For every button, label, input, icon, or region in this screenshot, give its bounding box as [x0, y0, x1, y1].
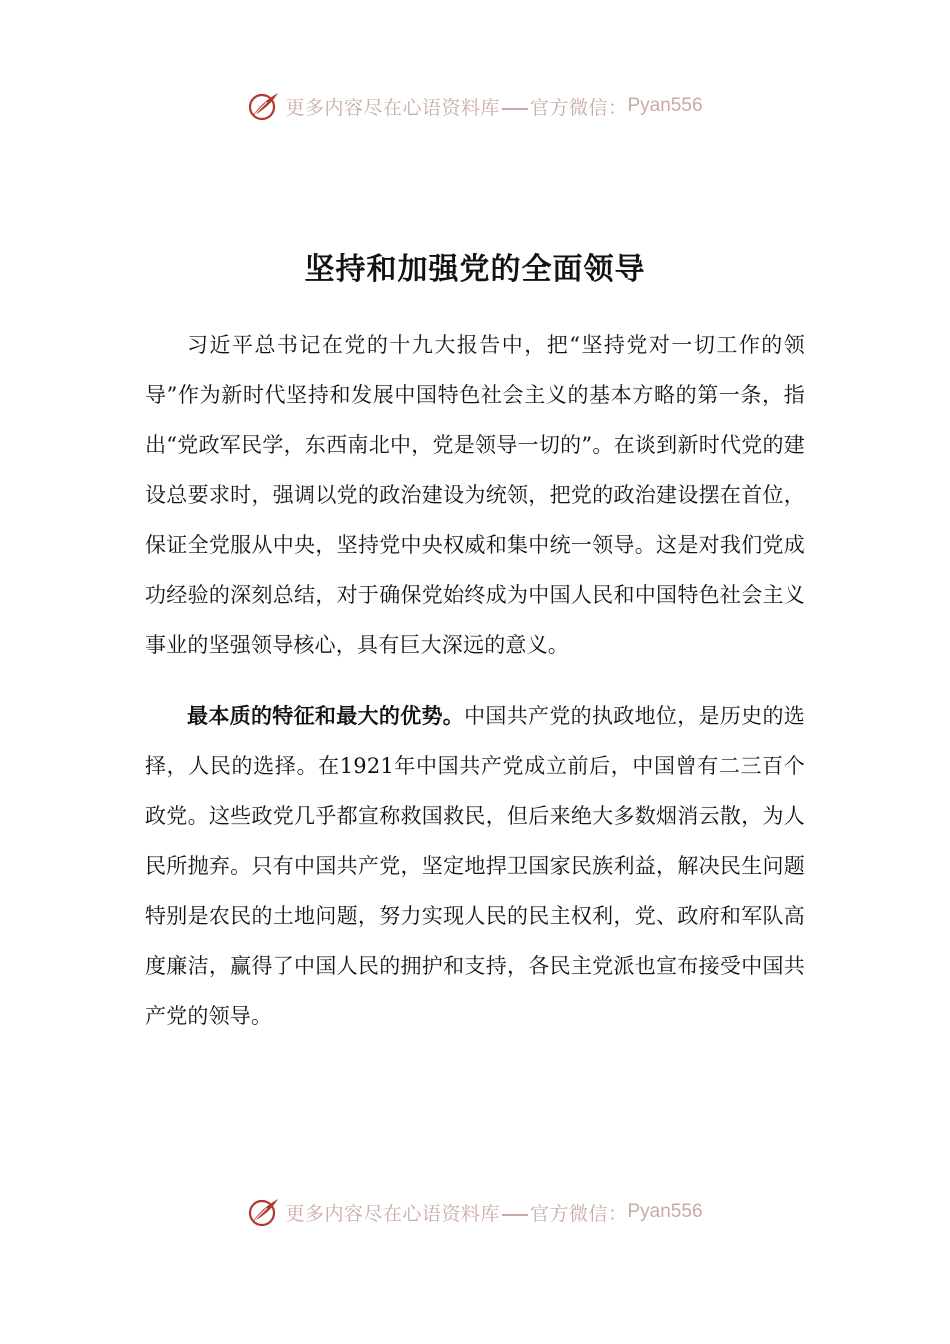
quill-logo-icon: [247, 1195, 281, 1229]
wechat-id: Pyan556: [627, 95, 703, 116]
paragraph-2: [145, 691, 805, 1041]
banner-text: 更多内容尽在心语资料库 官方微信：: [285, 1202, 628, 1225]
banner-text: 更多内容尽在心语资料库 官方微信：: [285, 96, 628, 119]
banner-separator: [502, 108, 528, 110]
article-body: [145, 320, 805, 1041]
header-banner: [0, 86, 950, 126]
page-title: 坚持和加强党的全面领导: [304, 252, 646, 287]
paragraph-2-body: 中国共产党的执政地位，是历史的选择，人民的选择。在1921年中国共产党成立前后，中国曾有二三百个政党。这些政党几乎都宣称救国救民，但后来绝大多数烟消云散，为人民所抛弃。只有中国共产党，坚定地捍卫国家民族利益，解决民生问题特别是农民的土地问题，努力实现人民的民主权利，党、政府和军队高度廉洁，赢得了中国人民的拥护和支持，各民主党派也宣布接受中国共产党的领导。: [145, 704, 805, 1028]
paragraph-1: 习近平总书记在党的十九大报告中，把“坚持党对一切工作的领导”作为新时代坚持和发展中国特色社会主义的基本方略的第一条，指出“党政军民学，东西南北中，党是领导一切的”。在谈到新时代党的建设总要求时，强调以党的政治建设为统领，把党的政治建设摆在首位，保证全党服从中央，坚持党中央权威和集中统一领导。这是对我们党成功经验的深刻总结，对于确保党始终成为中国人民和中国特色社会主义事业的坚强领导核心，具有巨大深远的意义。: [145, 333, 805, 657]
wechat-id: Pyan556: [627, 1201, 703, 1222]
footer-banner: [0, 1192, 950, 1232]
quill-logo-icon: [247, 89, 281, 123]
paragraph-2-lead: 最本质的特征和最大的优势。: [187, 704, 465, 728]
banner-separator: [502, 1214, 528, 1216]
